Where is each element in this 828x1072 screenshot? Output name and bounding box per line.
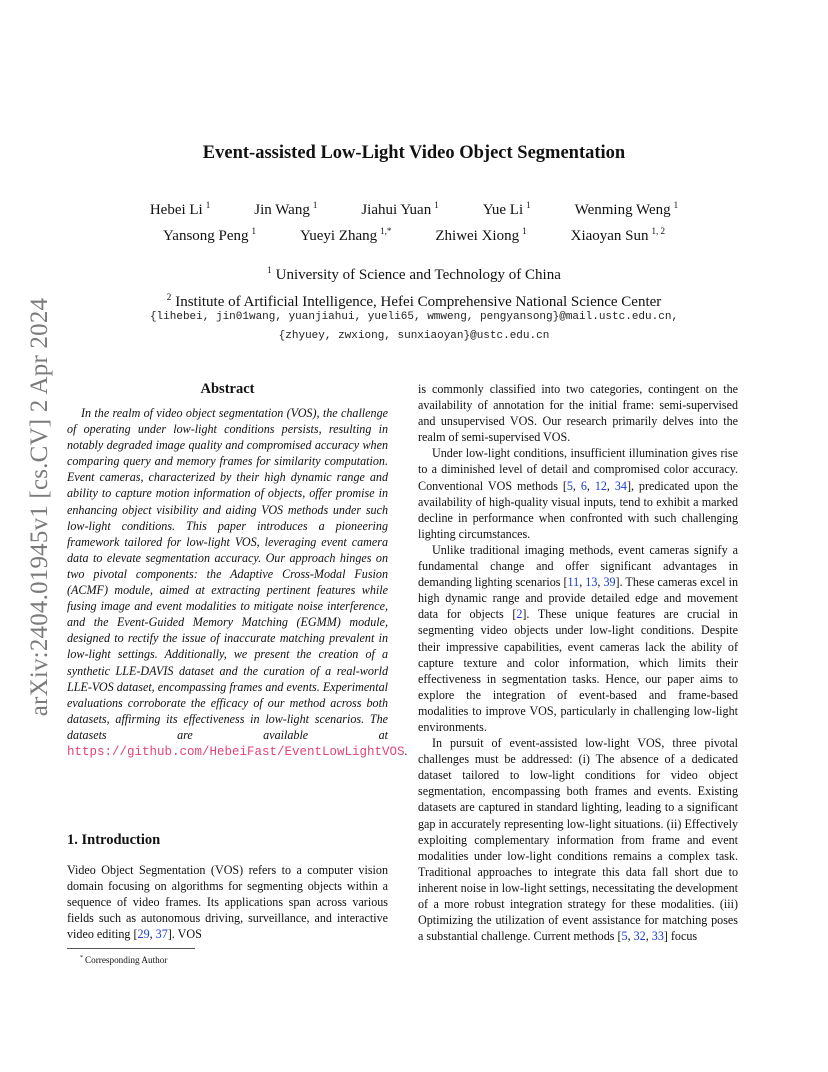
- citation-link[interactable]: 37: [155, 927, 168, 942]
- citation-link[interactable]: 32: [633, 929, 646, 944]
- author: Yansong Peng $^1$: [162, 226, 257, 244]
- arxiv-stamp: [20, 292, 60, 722]
- author: Yue Li $^1$: [482, 200, 531, 218]
- footnote: * Corresponding Author: [80, 955, 168, 966]
- paragraph: Unlike traditional imaging methods, event cameras signify a fundamental change and offer significant advantages in demanding lighting scenarios [11, 13, 39]. These cameras excel in high dynamic range and provide detailed edge and movement data for objects [2]. These unique features are crucial in segmenting video objects under low-light conditions. Despite their impressive capabilities, event cameras lack the ability of capture texture and color information, which limits their effectiveness in segmentation tasks. Hence, our paper aims to explore the integration of event-based and frame-based modalities to improve VOS, particularly in challenging low-light environments.: [418, 542, 738, 734]
- introduction-paragraph: Video Object Segmentation (VOS) refers to a computer vision domain focusing on algorithms for segmenting objects within a sequence of video frames. Its applications span across various fields such as autonomous driving, surveillance, and interactive video editing [29, 37]. VOS: [67, 863, 388, 942]
- citation-link[interactable]: 2: [516, 607, 523, 622]
- author-emails: [0, 308, 828, 346]
- dataset-link[interactable]: https://github.com/HebeiFast/EventLowLightVOS: [67, 744, 405, 759]
- author: Xiaoyan Sun $^{1, 2}$: [570, 226, 666, 244]
- citation-link[interactable]: 6: [580, 478, 587, 493]
- affiliation-1: $^1$ University of Science and Technology of China: [267, 265, 561, 283]
- citation-link[interactable]: 5: [621, 929, 628, 944]
- citation-link[interactable]: 5: [566, 478, 573, 493]
- paragraph: Under low-light conditions, insufficient illumination gives rise to a diminished level of detail and compromised color accuracy. Conventional VOS methods [5, 6, 12, 34], predicated upon the availability of high-quality visual inputs, tend to exhibit a marked decline in performance when confronted with such challenging lighting circumstances.: [418, 446, 739, 541]
- paragraph: is commonly classified into two categories, contingent on the availability of annotation for the initial frame: semi-supervised and unsupervised VOS. Our research primarily delves into the realm of semi-supervised VOS.: [418, 382, 738, 445]
- abstract-heading: Abstract: [200, 381, 255, 397]
- author: Yueyi Zhang $^{1,*}$: [300, 226, 392, 244]
- footnote-divider: [67, 948, 195, 949]
- arxiv-identifier: arXiv:2404.01945v1 [cs.CV] 2 Apr 2024: [26, 297, 54, 717]
- citation-link[interactable]: 39: [603, 575, 616, 590]
- affiliation-2: $^2$ Institute of Artificial Intelligence, Hefei Comprehensive National Science Center: [166, 292, 662, 310]
- citation-link[interactable]: 34: [614, 478, 627, 493]
- paragraph: In pursuit of event-assisted low-light VOS, three pivotal challenges must be addressed: (i) The absence of a dedicated dataset tailored to low-light conditions for video object segmentation, encompassing both frames and events. Existing datasets are captured in standard lighting, leading to a significant gap in accurately representing low-light situations. (ii) Effectively exploiting complementary information from frame and event modalities under low-light conditions remains a complex task. Traditional approaches to integrate this data fall short due to inherent noise in low-light settings, necessitating the development of a more robust integration strategy for these modalities. (iii) Optimizing the utilization of event assistance for matching poses a substantial challenge. Current methods [5, 32, 33] focus: [418, 736, 738, 944]
- abstract-body: In the realm of video object segmentation (VOS), the challenge of operating under low-light conditions persists, resulting in notably degraded image quality and compromised accuracy when comparing query and memory frames for similarity computation. Event cameras, characterized by their high dynamic range and ability to capture motion information of objects, offer promise in enhancing object visibility and aiding VOS methods under such low-light conditions. This paper introduces a pioneering framework tailored for low-light VOS, leveraging event camera data to elevate segmentation accuracy. Our approach hinges on two pivotal components: the Adaptive Cross-Modal Fusion (ACMF) module, aimed at extracting pertinent features while fusing image and event modalities to mitigate noise interference, and the Event-Guided Memory Matching (EGMM) module, designed to rectify the issue of inaccurate matching prevalent in low-light settings. Additionally, we present the creation of a synthetic LLE-DAVIS dataset and the curation of a real-world LLE-VOS dataset, encompassing frames and events. Experimental evaluations corroborate the efficacy of our method across both datasets, affirming its effectiveness in low-light scenarios. The datasets are available at https://github.com/HebeiFast/EventLowLightVOS.: [67, 406, 408, 759]
- author: Jiahui Yuan $^1$: [361, 200, 439, 218]
- author: Hebei Li $^1$: [149, 200, 211, 218]
- email-line: {zhyuey, zwxiong, sunxiaoyan}@ustc.edu.cn: [278, 330, 550, 342]
- citation-link[interactable]: 29: [137, 927, 150, 942]
- authors-row-2: [0, 222, 828, 245]
- email-line: {lihebei, jin01wang, yuanjiahui, yueli65, wmweng, pengyansong}@mail.ustc.edu.cn,: [149, 311, 679, 323]
- citation-link[interactable]: 13: [585, 575, 598, 590]
- paper-title: Event-assisted Low-Light Video Object Segmentation: [202, 143, 626, 163]
- citation-link[interactable]: 33: [651, 929, 664, 944]
- section-heading-introduction: 1. Introduction: [67, 832, 161, 848]
- citation-link[interactable]: 12: [594, 478, 607, 493]
- authors-row-1: [0, 196, 828, 219]
- author: Wenming Weng $^1$: [574, 200, 679, 218]
- right-column-text: [418, 381, 738, 944]
- author: Jin Wang $^1$: [254, 200, 318, 218]
- citation-link[interactable]: 11: [567, 575, 580, 590]
- author: Zhiwei Xiong $^1$: [435, 226, 527, 244]
